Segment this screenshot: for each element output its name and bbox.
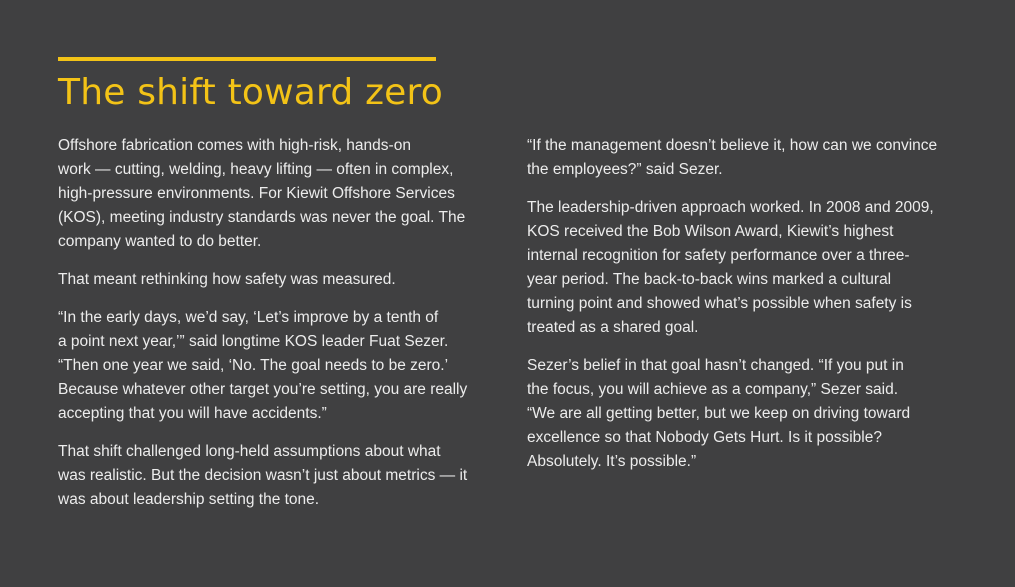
text-line: That meant rethinking how safety was measured. (58, 271, 396, 288)
text-line: Because whatever other target you’re setting, you are really (58, 381, 468, 398)
text-line: company wanted to do better. (58, 233, 262, 250)
text-line: turning point and showed what’s possible when safety is (527, 295, 912, 312)
paragraph (58, 306, 490, 426)
text-line: Absolutely. It’s possible.” (527, 453, 697, 470)
paragraph (527, 196, 967, 340)
text-line: KOS received the Bob Wilson Award, Kiewit’s highest (527, 223, 894, 240)
paragraph (527, 134, 967, 182)
text-line: excellence so that Nobody Gets Hurt. Is it possible? (527, 429, 882, 446)
text-line: (KOS), meeting industry standards was never the goal. The (58, 209, 466, 226)
text-line: Sezer’s belief in that goal hasn’t changed. “If you put in (527, 357, 904, 374)
paragraph (58, 268, 490, 292)
text-line: “Then one year we said, ‘No. The goal needs to be zero.’ (58, 357, 449, 374)
paragraph (527, 354, 967, 474)
text-line: the focus, you will achieve as a company,” Sezer said. (527, 381, 899, 398)
text-line: was realistic. But the decision wasn’t just about metrics — it (58, 467, 468, 484)
text-line: the employees?” said Sezer. (527, 161, 723, 178)
text-line: a point next year,’” said longtime KOS leader Fuat Sezer. (58, 333, 449, 350)
text-line: work — cutting, welding, heavy lifting — often in complex, (58, 161, 454, 178)
title-accent-rule (58, 57, 436, 61)
paragraph (58, 440, 490, 512)
text-line: The leadership-driven approach worked. In 2008 and 2009, (527, 199, 934, 216)
text-line: That shift challenged long-held assumptions about what (58, 443, 441, 460)
text-line: accepting that you will have accidents.” (58, 405, 327, 422)
paragraph (58, 134, 490, 254)
text-line: “In the early days, we’d say, ‘Let’s improve by a tenth of (58, 309, 439, 326)
text-line: was about leadership setting the tone. (58, 491, 320, 508)
page-title: The shift toward zero (58, 72, 443, 113)
text-line: internal recognition for safety performance over a three- (527, 247, 910, 264)
text-line: “If the management doesn’t believe it, how can we convince (527, 137, 938, 154)
right-column (527, 134, 967, 488)
text-line: high-pressure environments. For Kiewit Offshore Services (58, 185, 455, 202)
text-line: Offshore fabrication comes with high-risk, hands-on (58, 137, 411, 154)
text-line: “We are all getting better, but we keep on driving toward (527, 405, 911, 422)
text-line: year period. The back-to-back wins marked a cultural (527, 271, 892, 288)
left-column (58, 134, 490, 526)
text-line: treated as a shared goal. (527, 319, 699, 336)
